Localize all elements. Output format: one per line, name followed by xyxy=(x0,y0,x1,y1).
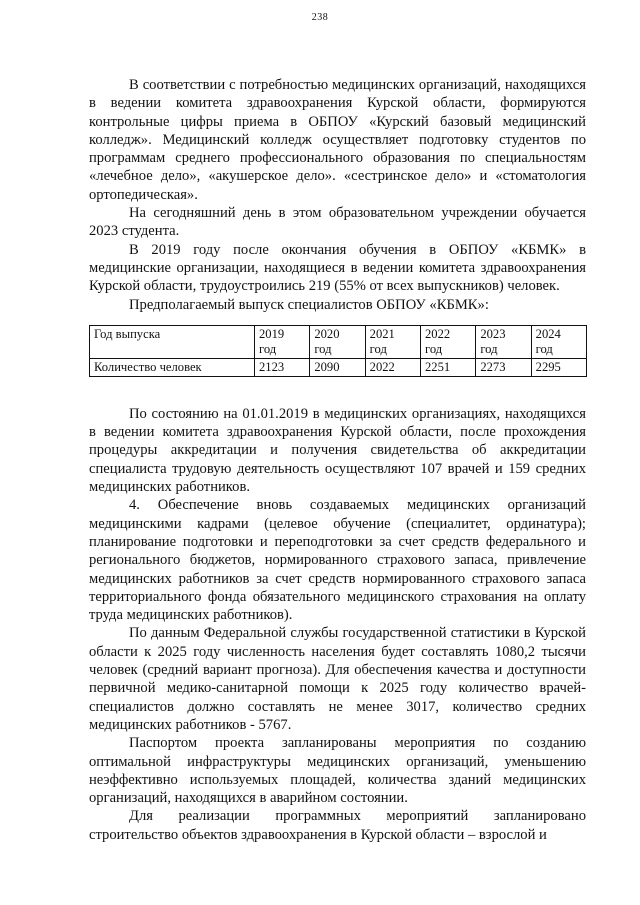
year-unit: год xyxy=(259,341,277,356)
table-year-cell xyxy=(531,325,586,358)
year-unit: год xyxy=(314,341,332,356)
document-body xyxy=(89,76,586,844)
paragraph-graduates-employed: В 2019 году после окончания обучения в ОБПОУ «КБМК» в медицинские организации, находящиеся в ведении комитета здравоохранения Курской области, трудоустроились 219 (55% от всех выпускников) человек. xyxy=(89,241,586,295)
paragraph-current-students: На сегодняшний день в этом образовательном учреждении обучается 2023 студента. xyxy=(89,205,586,240)
year-unit: год xyxy=(535,341,553,356)
year-unit: год xyxy=(480,341,498,356)
year-value: 2022 xyxy=(424,326,451,341)
table-count-cell: 2251 xyxy=(420,358,475,376)
paragraph-population-forecast: По данным Федеральной службы государственной статистики в Курской области к 2025 году численность населения будет составлять 1080,2 тысячи человек (средний вариант прогноза). Для обеспечения качества и доступности первичной медико-санитарной помощи к 2025 году количество врачей-специалистов должно составлять не менее 3017, количество средних медицинских работников - 5767. xyxy=(89,625,586,733)
year-value: 2023 xyxy=(480,326,506,341)
table-count-cell: 2273 xyxy=(476,358,531,376)
table-year-cell xyxy=(310,325,365,358)
paragraph-table-intro: Предполагаемый выпуск специалистов ОБПОУ «КБМК»: xyxy=(129,296,489,313)
year-value: 2019 xyxy=(259,326,285,341)
year-value: 2021 xyxy=(369,326,395,341)
paragraph-construction: Для реализации программных мероприятий запланировано строительство объектов здравоохранения в Курской области – взрослой и xyxy=(89,808,586,843)
paragraph-admission-figures: В соответствии с потребностью медицинских организаций, находящихся в ведении комитета здравоохранения Курской области, формируются контрольные цифры приема в ОБПОУ «Курский базовый медицинский колледж». Медицинский колледж осуществляет подготовку студентов по программам среднего профессионального образования по специальностям «лечебное дело», «акушерское дело». «сестринское дело» и «стоматология ортопедическая». xyxy=(89,77,586,203)
year-value: 2024 xyxy=(535,326,561,341)
year-unit: год xyxy=(369,341,387,356)
page-number: 238 xyxy=(311,12,329,23)
table-year-cell xyxy=(476,325,531,358)
table-year-cell xyxy=(365,325,420,358)
paragraph-accreditation: По состоянию на 01.01.2019 в медицинских организациях, находящихся в ведении комитета здравоохранения Курской области, после прохождения процедуры аккредитации и получения свидетельства об аккредитации специалиста трудовую деятельность осуществляют 107 врачей и 159 средних медицинских работников. xyxy=(89,405,586,496)
paragraph-infrastructure: Паспортом проекта запланированы мероприятия по созданию оптимальной инфраструктуры медицинских организаций, уменьшению неэффективно используемых площадей, количества зданий медицинских организаций, находящихся в аварийном состоянии. xyxy=(89,735,586,807)
table-count-cell: 2295 xyxy=(531,358,586,376)
table-count-cell: 2123 xyxy=(255,358,310,376)
table-count-cell: 2090 xyxy=(310,358,365,376)
table-count-cell: 2022 xyxy=(365,358,420,376)
table-count-row xyxy=(90,358,587,376)
table-year-cell xyxy=(255,325,310,358)
year-unit: год xyxy=(424,341,443,356)
paragraph-staffing-new-orgs: 4. Обеспечение вновь создаваемых медицинских организаций медицинскими кадрами (целевое обучение (специалитет, ординатура); планирование подготовки и переподготовки за счет средств федерального и регионального бюджетов, нормированного страхового запаса, привлечение медицинских работников за счет средств нормированного страхового запаса территориального фонда обязательного медицинского страхования на оплату труда медицинских работников). xyxy=(89,497,586,624)
graduate-release-table xyxy=(89,325,587,377)
year-value: 2020 xyxy=(314,326,340,341)
table-row-label: Количество человек xyxy=(90,358,255,376)
table-year-cell xyxy=(420,325,475,358)
table-header-label: Год выпуска xyxy=(90,325,255,358)
table-header-row xyxy=(90,325,587,358)
